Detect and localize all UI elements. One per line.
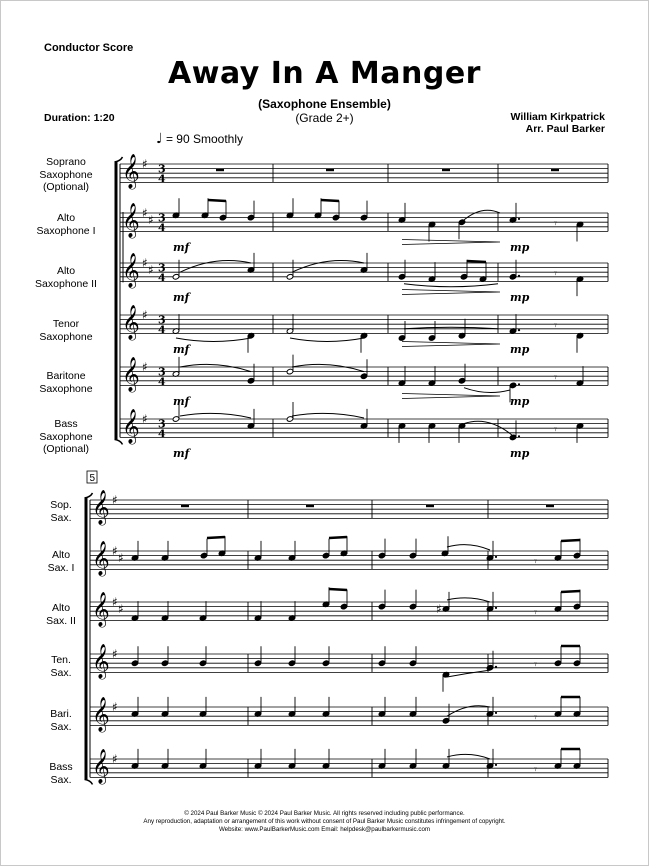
augmentation-dot <box>518 218 520 220</box>
duration-label: Duration: 1:20 <box>44 112 115 124</box>
label-line: Sax. <box>50 511 72 524</box>
tempo-text: = 90 Smoothly <box>165 132 243 146</box>
augmentation-dot <box>518 329 520 331</box>
label-line: (Optional) <box>42 181 90 193</box>
eighth-rest-icon: 𝄾 <box>554 318 557 332</box>
label-line: Alto <box>51 602 71 614</box>
diminuendo-hairpin <box>402 394 500 399</box>
augmentation-dot <box>495 666 497 668</box>
label-line: Sax. <box>50 720 72 733</box>
label-line: Tenor <box>52 318 80 330</box>
note-beam <box>561 591 580 592</box>
slur <box>180 364 251 371</box>
sharp-icon: ♯ <box>142 412 148 426</box>
whole-rest <box>326 169 334 172</box>
label-line: Alto <box>56 265 76 277</box>
composer-label: William Kirkpatrick <box>510 111 605 123</box>
eighth-rest-icon: 𝄾 <box>534 554 537 568</box>
sharp-icon: ♯ <box>112 595 118 609</box>
whole-rest <box>306 505 314 508</box>
page-title: Away In A Manger <box>168 56 481 91</box>
grade-label: (Grade 2+) <box>295 111 354 125</box>
note-beam <box>208 200 226 201</box>
sharp-icon: ♯ <box>142 360 148 374</box>
sharp-icon: ♯ <box>436 601 442 616</box>
time-signature-numerator: 3 <box>158 417 166 431</box>
diminuendo-hairpin <box>402 240 500 245</box>
whole-rest <box>551 169 559 172</box>
note-beam <box>207 537 225 538</box>
augmentation-dot <box>495 607 497 609</box>
label-line: Sax. <box>50 666 72 679</box>
time-signature-denominator: 4 <box>158 375 166 389</box>
eighth-rest-icon: 𝄾 <box>554 266 557 280</box>
treble-clef-icon: 𝄞 <box>92 489 110 525</box>
sharp-icon: ♯ <box>112 700 118 714</box>
note-beam <box>329 537 347 538</box>
time-signature-numerator: 3 <box>158 211 166 225</box>
slur <box>447 545 490 550</box>
time-signature-denominator: 4 <box>158 221 166 235</box>
treble-clef-icon: 𝄞 <box>122 202 140 238</box>
eighth-rest-icon: 𝄾 <box>554 422 557 436</box>
note-beam <box>561 540 580 541</box>
slur <box>292 364 364 371</box>
label-line: Saxophone <box>39 382 93 395</box>
time-signature-numerator: 3 <box>158 313 166 327</box>
dynamic-marking: mp <box>510 447 530 460</box>
treble-clef-icon: 𝄞 <box>122 252 140 288</box>
dynamic-marking: mp <box>510 241 530 254</box>
contact-line: Website: www.PaulBarkerMusic.com Email: helpdesk@paulbarkermusic.com <box>218 826 431 833</box>
label-line: Baritone <box>46 370 86 382</box>
copyright-line: © 2024 Paul Barker Music © 2024 Paul Barker Music. All rights reserved including public performance. <box>184 810 465 817</box>
label-line: Bass <box>54 418 78 430</box>
sharp-icon: ♯ <box>118 601 124 616</box>
dynamic-marking: mf <box>173 343 190 356</box>
diminuendo-hairpin <box>402 342 500 347</box>
dynamic-marking: mf <box>173 291 190 304</box>
label-line: Saxophone <box>39 168 93 181</box>
label-line: Saxophone <box>39 330 93 343</box>
score-type-label: Conductor Score <box>44 42 134 54</box>
label-line: (Optional) <box>42 443 90 455</box>
dynamic-marking: mp <box>510 343 530 356</box>
slur <box>292 260 364 272</box>
augmentation-dot <box>518 275 520 277</box>
treble-clef-icon: 𝄞 <box>122 408 140 444</box>
sharp-icon: ♯ <box>112 493 118 507</box>
tie <box>290 338 364 342</box>
treble-clef-icon: 𝄞 <box>92 540 110 576</box>
sharp-icon: ♯ <box>142 308 148 322</box>
augmentation-dot <box>518 383 520 385</box>
treble-clef-icon: 𝄞 <box>122 356 140 392</box>
tie <box>404 284 498 287</box>
label-line: Sax. I <box>47 561 75 574</box>
label-line: Ten. <box>51 654 71 666</box>
label-line: Sax. <box>50 773 72 786</box>
treble-clef-icon: 𝄞 <box>122 153 140 189</box>
slur <box>464 210 500 220</box>
whole-rest <box>546 505 554 508</box>
slur <box>180 260 251 272</box>
arranger-label: Arr. Paul Barker <box>525 123 605 135</box>
label-line: Saxophone II <box>35 277 97 290</box>
augmentation-dot <box>518 435 520 437</box>
augmentation-dot <box>495 764 497 766</box>
label-line: Sop. <box>50 499 72 511</box>
sharp-icon: ♯ <box>148 212 154 227</box>
slur <box>180 413 251 418</box>
whole-rest <box>181 505 189 508</box>
sharp-icon: ♯ <box>112 752 118 766</box>
augmentation-dot <box>495 712 497 714</box>
label-line: Saxophone I <box>36 224 96 237</box>
dynamic-marking: mp <box>510 291 530 304</box>
treble-clef-icon: 𝄞 <box>92 696 110 732</box>
whole-rest <box>442 169 450 172</box>
eighth-rest-icon: 𝄾 <box>534 710 537 724</box>
slur <box>447 754 490 759</box>
sharp-icon: ♯ <box>118 550 124 565</box>
treble-clef-icon: 𝄞 <box>92 748 110 784</box>
subtitle: (Saxophone Ensemble) <box>258 97 391 111</box>
eighth-rest-icon: 𝄾 <box>554 216 557 230</box>
note-beam <box>329 589 347 590</box>
label-line: Bari. <box>50 708 72 720</box>
label-line: Bass <box>49 761 73 773</box>
label-line: Alto <box>56 212 76 224</box>
time-signature-numerator: 3 <box>158 261 166 275</box>
slur <box>292 413 364 418</box>
sharp-icon: ♯ <box>142 256 148 270</box>
eighth-rest-icon: 𝄾 <box>534 605 537 619</box>
rehearsal-mark: 5 <box>89 473 96 484</box>
whole-rest <box>216 169 224 172</box>
note-beam <box>467 261 486 262</box>
note-beam <box>321 200 339 201</box>
time-signature-denominator: 4 <box>158 172 166 186</box>
label-line: Alto <box>51 549 71 561</box>
dynamic-marking: mp <box>510 395 530 408</box>
time-signature-numerator: 3 <box>158 365 166 379</box>
treble-clef-icon: 𝄞 <box>92 591 110 627</box>
time-signature-denominator: 4 <box>158 427 166 441</box>
sharp-icon: ♯ <box>148 262 154 277</box>
dynamic-marking: mf <box>173 447 190 460</box>
time-signature-denominator: 4 <box>158 323 166 337</box>
quarter-note-icon: ♩ <box>156 131 163 147</box>
eighth-rest-icon: 𝄾 <box>534 762 537 776</box>
augmentation-dot <box>495 556 497 558</box>
treble-clef-icon: 𝄞 <box>92 643 110 679</box>
sharp-icon: ♯ <box>142 157 148 171</box>
sharp-icon: ♯ <box>112 647 118 661</box>
whole-rest <box>426 505 434 508</box>
time-signature-numerator: 3 <box>158 162 166 176</box>
label-line: Soprano <box>46 156 86 168</box>
time-signature-denominator: 4 <box>158 271 166 285</box>
eighth-rest-icon: 𝄾 <box>534 657 537 671</box>
sharp-icon: ♯ <box>112 544 118 558</box>
slur <box>447 598 490 602</box>
eighth-rest-icon: 𝄾 <box>554 370 557 384</box>
label-line: Saxophone <box>39 430 93 443</box>
dynamic-marking: mf <box>173 241 190 254</box>
treble-clef-icon: 𝄞 <box>122 304 140 340</box>
diminuendo-hairpin <box>402 290 500 295</box>
label-line: Sax. II <box>46 614 76 627</box>
sharp-icon: ♯ <box>142 206 148 220</box>
dynamic-marking: mf <box>173 395 190 408</box>
copyright-notice: Any reproduction, adaptation or arrangement of this work without consent of Paul Barker Music constitutes infringement of copyright. <box>143 818 506 825</box>
tie <box>176 338 251 342</box>
tie <box>447 670 490 677</box>
tie <box>464 388 510 393</box>
